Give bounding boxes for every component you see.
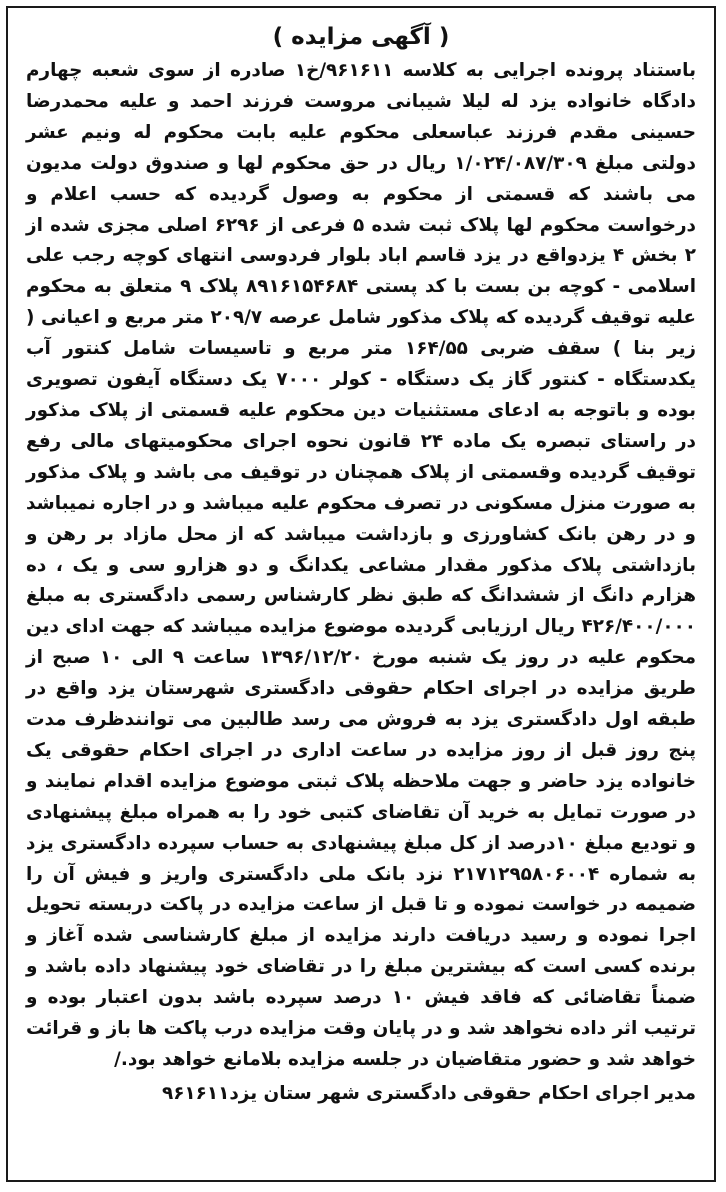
notice-signature: مدیر اجرای احکام حقوقی دادگستری شهر ستان یزد۹۶۱۶۱۱	[161, 1082, 696, 1104]
notice-title: ( آگهی مزایده )	[272, 24, 450, 50]
notice-body: باستناد پرونده اجرایی به کلاسه ۹۶۱۶۱۱/خ۱ صادره از سوی شعبه چهارم دادگاه خانواده یزد له لیلا شیبانی مروست فرزند احمد و علیه محمدرضا حسینی مقدم فرزند عباسعلی محکوم علیه بابت محکوم له ونیم عشر دولتی مبلغ ۱/۰۲۴/۰۸۷/۳۰۹ ریال در حق محکوم لها و صندوق دولت مدیون می باشند که قسمتی از محکوم به وصول گردیده که حسب اعلام و درخواست محکوم لها پلاک ثبت شده ۵ فرعی از ۶۲۹۶ اصلی مجزی شده از ۲ بخش ۴ یزدواقع در یزد قاسم اباد بلوار فردوسی انتهای کوچه رجب علی اسلامی - کوچه بن بست با کد پستی ۸۹۱۶۱۵۴۶۸۴ پلاک ۹ متعلق به محکوم علیه توقیف گردیده که پلاک مذکور شامل عرصه ۲۰۹/۷ متر مربع و اعیانی ( زیر بنا ) سقف ضربی ۱۶۴/۵۵ متر مربع و تاسیسات شامل کنتور آب یکدستگاه - کنتور گاز یک دستگاه - کولر ۷۰۰۰ یک دستگاه آیفون تصویری بوده و باتوجه به ادعای مستثنیات دین محکوم علیه قسمتی از پلاک مذکور در راستای تبصره یک ماده ۲۴ قانون نحوه اجرای محکومیتهای مالی رفع توقیف گردیده وقسمتی از پلاک همچنان در توقیف می باشد و پلاک مذکور به صورت منزل مسکونی در تصرف محکوم علیه میباشد و در اجاره نمیباشد و در رهن بانک کشاورزی و بازداشت میباشد که از محل مازاد بر رهن و بازداشتی پلاک مذکور مقدار مشاعی یکدانگ و دو هزارو سی و یک ، ده هزارم دانگ از ششدانگ که طبق نظر کارشناس رسمی دادگستری به مبلغ ۴۲۶/۴۰۰/۰۰۰ ریال ارزیابی گردیده موضوع مزایده میباشد که جهت ادای دین محکوم علیه در روز یک شنبه مورخ ۱۳۹۶/۱۲/۲۰ ساعت ۹ الی ۱۰ صبح از طریق مزایده در اجرای احکام حقوقی دادگستری شهرستان یزد واقع در طبقه اول دادگستری یزد به فروش می رسد طالبین می توانندظرف مدت پنج روز قبل از روز مزایده در ساعت اداری در اجرای احکام حقوقی یک خانواده یزد حاضر و جهت ملاحظه پلاک ثبتی موضوع مزایده اقدام نمایند و در صورت تمایل به خرید آن تقاضای کتبی خود را به همراه مبلغ پیشنهادی و تودیع مبلغ ۱۰درصد از کل مبلغ پیشنهادی به حساب سپرده دادگستری یزد به شماره ۲۱۷۱۲۹۵۸۰۶۰۰۴ نزد بانک ملی دادگستری واریز و فیش آن را ضمیمه در خواست نموده و تا قبل از ساعت مزایده در پاکت دربسته تحویل اجرا نموده و رسید دریافت دارند مزایده از مبلغ کارشناسی شده آغاز و برنده کسی است که بیشترین مبلغ را در تقاضای خود پیشنهاد داده باشد و ضمناً تقاضائی که فاقد فیش ۱۰ درصد سپرده باشد بدون اعتبار بوده و ترتیب اثر داده نخواهد شد و در پایان وقت مزایده درب پاکت ها باز و قرائت خواهد شد و حضور متقاضیان در جلسه مزایده بلامانع خواهد بود./	[26, 60, 697, 1070]
notice-frame	[6, 6, 716, 1182]
